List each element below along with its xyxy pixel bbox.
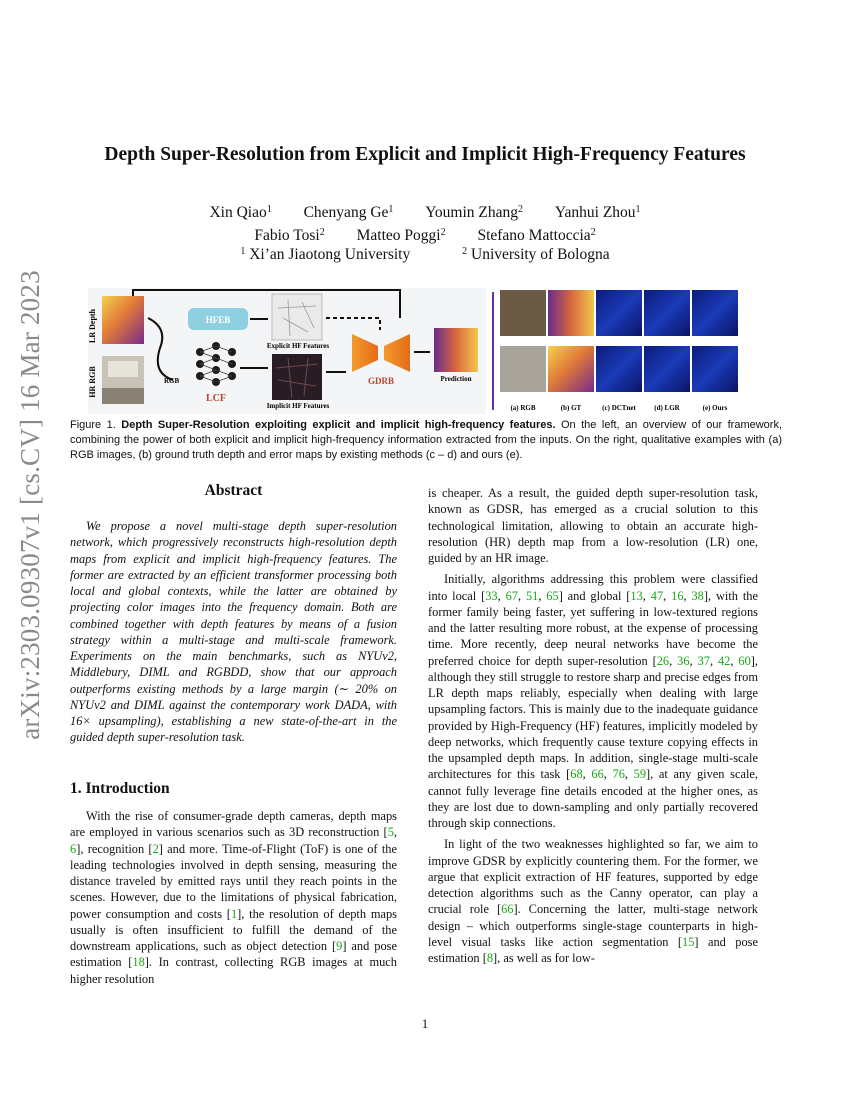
caption-rest: On the left, an overview of our framework, combining the power of both explicit and implicit high-frequency information extracted from the inputs. On the right, qualitative examples with (a) RGB images, (b) ground truth depth and error maps by existing methods (c – d) and ours (e). bbox=[70, 419, 783, 461]
citation-link[interactable]: 6 bbox=[70, 841, 77, 856]
author: Fabio Tosi$^2$ bbox=[254, 227, 325, 244]
citation-link[interactable]: 67 bbox=[505, 588, 518, 603]
panel-label-d: (d) LGR bbox=[654, 404, 680, 412]
affiliations bbox=[60, 246, 790, 264]
right-paragraph-2: In light of the two weaknesses highlighted so far, we aim to improve GDSR by explicitly countering them. For the former, we argue that explicit extraction of HF features, supported by edge detection algorithms such as the Canny operator, can play a crucial role [66]. Concerning the latter, multi-stage network design – which outperforms single-stage counterparts in high-level visual tasks like action segmentation [15] and pose estimation [8], as well as for low- bbox=[428, 837, 758, 965]
implicit-hf-features-image bbox=[272, 354, 322, 400]
intro-column bbox=[70, 808, 397, 987]
citation-link[interactable]: 18 bbox=[132, 955, 145, 970]
citation-link[interactable]: 16 bbox=[671, 588, 684, 603]
qual-dctnet-1 bbox=[596, 290, 642, 336]
citation-link[interactable]: 33 bbox=[485, 588, 498, 603]
intro-heading: 1. Introduction bbox=[70, 780, 170, 797]
panel-label-c: (c) DCTnet bbox=[602, 404, 636, 412]
author-row-1 bbox=[60, 200, 790, 223]
panel-label-b: (b) GT bbox=[560, 404, 582, 412]
qual-lgr-2 bbox=[644, 346, 690, 392]
figure-rgb-label: RGB bbox=[164, 377, 180, 385]
qual-ours-1 bbox=[692, 290, 738, 336]
abstract-text bbox=[70, 518, 397, 746]
abstract-heading: Abstract bbox=[204, 482, 263, 499]
author: Yanhui Zhou$^1$ bbox=[554, 204, 641, 221]
arxiv-watermark bbox=[6, 270, 54, 740]
citation-link[interactable]: 60 bbox=[738, 653, 751, 668]
paper-title: Depth Super-Resolution from Explicit and Implicit High-Frequency Features bbox=[104, 144, 746, 165]
author-list bbox=[60, 200, 790, 246]
hfeb-label: HFEB bbox=[205, 315, 231, 325]
citation-link[interactable]: 42 bbox=[717, 653, 731, 668]
citation-link[interactable]: 2 bbox=[152, 841, 159, 856]
hr-rgb-window bbox=[108, 361, 138, 377]
qual-rgb-2 bbox=[500, 346, 546, 392]
citation-link[interactable]: 26 bbox=[656, 653, 670, 668]
intro-paragraph-1: With the rise of consumer-grade depth cameras, depth maps are employed in various scenarios such as 3D reconstruction [5, 6], recognition [2] and more. Time-of-Flight (ToF) is one of the leading technologies involved in depth sensing, measuring the distance traveled by emitted rays until they reach points in the scenes. However, due to the limitations of physical fabrication, power consumption and costs [1], the resolution of depth maps usually is often insufficient to fulfill the demand of the downstream applications, such as object detection [9] and pose estimation [18]. In contrast, collecting RGB images at much higher resolution bbox=[70, 809, 398, 986]
figure-hr-rgb-label: HR RGB bbox=[88, 366, 97, 398]
author: Stefano Mattoccia$^2$ bbox=[477, 227, 596, 244]
author: Chenyang Ge$^1$ bbox=[303, 204, 394, 221]
gdrb-label: GDRB bbox=[367, 376, 395, 386]
figure-divider bbox=[492, 292, 494, 410]
citation-link[interactable]: 13 bbox=[630, 588, 643, 603]
citation-link[interactable]: 5 bbox=[387, 825, 394, 840]
right-column bbox=[428, 485, 758, 966]
figure-1 bbox=[88, 288, 742, 414]
citation-link[interactable]: 59 bbox=[633, 767, 647, 782]
right-paragraph-0: is cheaper. As a result, the guided depth super-resolution task, known as GDSR, has emerged as a crucial solution to this technological limitation, allowing to obtain an accurate high-resolution (HR) depth map from a low-resolution (LR) one, guided by an HR image. bbox=[428, 486, 758, 565]
citation-link[interactable]: 66 bbox=[591, 767, 604, 782]
qualitative-row-2 bbox=[500, 346, 738, 392]
qual-rgb-1 bbox=[500, 290, 546, 336]
citation-link[interactable]: 66 bbox=[501, 902, 514, 917]
lcf-label: LCF bbox=[206, 393, 226, 404]
citation-link[interactable]: 38 bbox=[691, 588, 704, 603]
prediction-image bbox=[434, 328, 478, 372]
author: Youmin Zhang$^2$ bbox=[425, 204, 523, 221]
caption-bold: Depth Super-Resolution exploiting explicit and implicit high-frequency features. bbox=[121, 419, 556, 431]
explicit-hf-features-image bbox=[272, 294, 322, 340]
author: Matteo Poggi$^2$ bbox=[356, 227, 446, 244]
qual-gt-1 bbox=[548, 290, 594, 336]
qual-ours-2 bbox=[692, 346, 738, 392]
affiliation: $^2$ University of Bologna bbox=[462, 246, 610, 263]
citation-link[interactable]: 76 bbox=[612, 767, 625, 782]
prediction-label: Prediction bbox=[440, 375, 472, 383]
hr-rgb-floor bbox=[102, 388, 144, 404]
citation-link[interactable]: 47 bbox=[650, 588, 664, 603]
caption-lead: Figure 1. bbox=[70, 419, 116, 431]
abstract-paragraph: We propose a novel multi-stage depth super-resolution network, which progressively reconstructs high-resolution depth maps from explicit and implicit high-frequency features. The former are extracted by an efficient transformer processing both local and global contexts, while the latter are obtained by projecting color images into the frequency domain. Both are combined together with depth features by means of a fusion strategy within a multi-stage and multi-scale framework. Experiments on the main benchmarks, such as NYUv2, Middlebury, DIML and RGBDD, show that our approach outperforms existing methods by a large margin (∼ 20% on NYUv2 and DIML against the contemporary work DADA, with 16× upsampling), establishing a new state-of-the-art in the guided depth super-resolution task. bbox=[70, 519, 397, 745]
author-row-2 bbox=[60, 223, 790, 246]
panel-label-a: (a) RGB bbox=[510, 404, 536, 412]
page-number: 1 bbox=[421, 1016, 429, 1031]
figure-caption bbox=[70, 418, 782, 463]
citation-link[interactable]: 51 bbox=[525, 588, 539, 603]
explicit-hf-label: Explicit HF Features bbox=[266, 342, 330, 350]
figure-lr-depth-label: LR Depth bbox=[88, 308, 97, 344]
lr-depth-image bbox=[102, 296, 144, 344]
citation-link[interactable]: 68 bbox=[570, 767, 583, 782]
panel-label-e: (e) Ours bbox=[702, 404, 728, 412]
qual-gt-2 bbox=[548, 346, 594, 392]
right-paragraph-1: Initially, algorithms addressing this problem were classified into local [33, 67, 51, 65] and global [13, 47, 16, 38], with the former family being faster, yet suffering in low-textured regions and the latter resulting more robust, at the expense of processing time. More recently, deep neural networks have become the preferred choice for depth super-resolution [26, 36, 37, 42, 60], although they still struggle to restore sharp and precise edges from LR depth maps reliably, especially when dealing with large upsampling factors. This is mainly due to the inadequate guidance provided by High-Frequency (HF) features, implicitly modeled by deep networks, which frequently cause texture copying effects in the upsampled depth maps. In addition, single-stage multi-scale architectures for this task [68, 66, 76, 59], at any given scale, cannot fully leverage fine details encoded at the higher ones, as they are lost due to down-sampling and only partially recovered through skip connections. bbox=[428, 572, 759, 830]
citation-link[interactable]: 37 bbox=[697, 653, 710, 668]
qual-lgr-1 bbox=[644, 290, 690, 336]
citation-link[interactable]: 8 bbox=[486, 951, 494, 965]
citation-link[interactable]: 36 bbox=[677, 653, 690, 668]
implicit-hf-label: Implicit HF Features bbox=[266, 402, 330, 410]
qualitative-row-1 bbox=[500, 290, 738, 336]
citation-link[interactable]: 65 bbox=[546, 588, 559, 603]
arxiv-watermark-text: arXiv:2303.09307v1 [cs.CV] 16 Mar 2023 bbox=[14, 270, 45, 740]
citation-link[interactable]: 15 bbox=[682, 934, 695, 949]
qual-dctnet-2 bbox=[596, 346, 642, 392]
citation-link[interactable]: 9 bbox=[336, 939, 343, 953]
citation-link[interactable]: 1 bbox=[230, 906, 238, 921]
affiliation: $^1$ Xi’an Jiaotong University bbox=[240, 246, 411, 263]
author: Xin Qiao$^1$ bbox=[209, 204, 272, 221]
